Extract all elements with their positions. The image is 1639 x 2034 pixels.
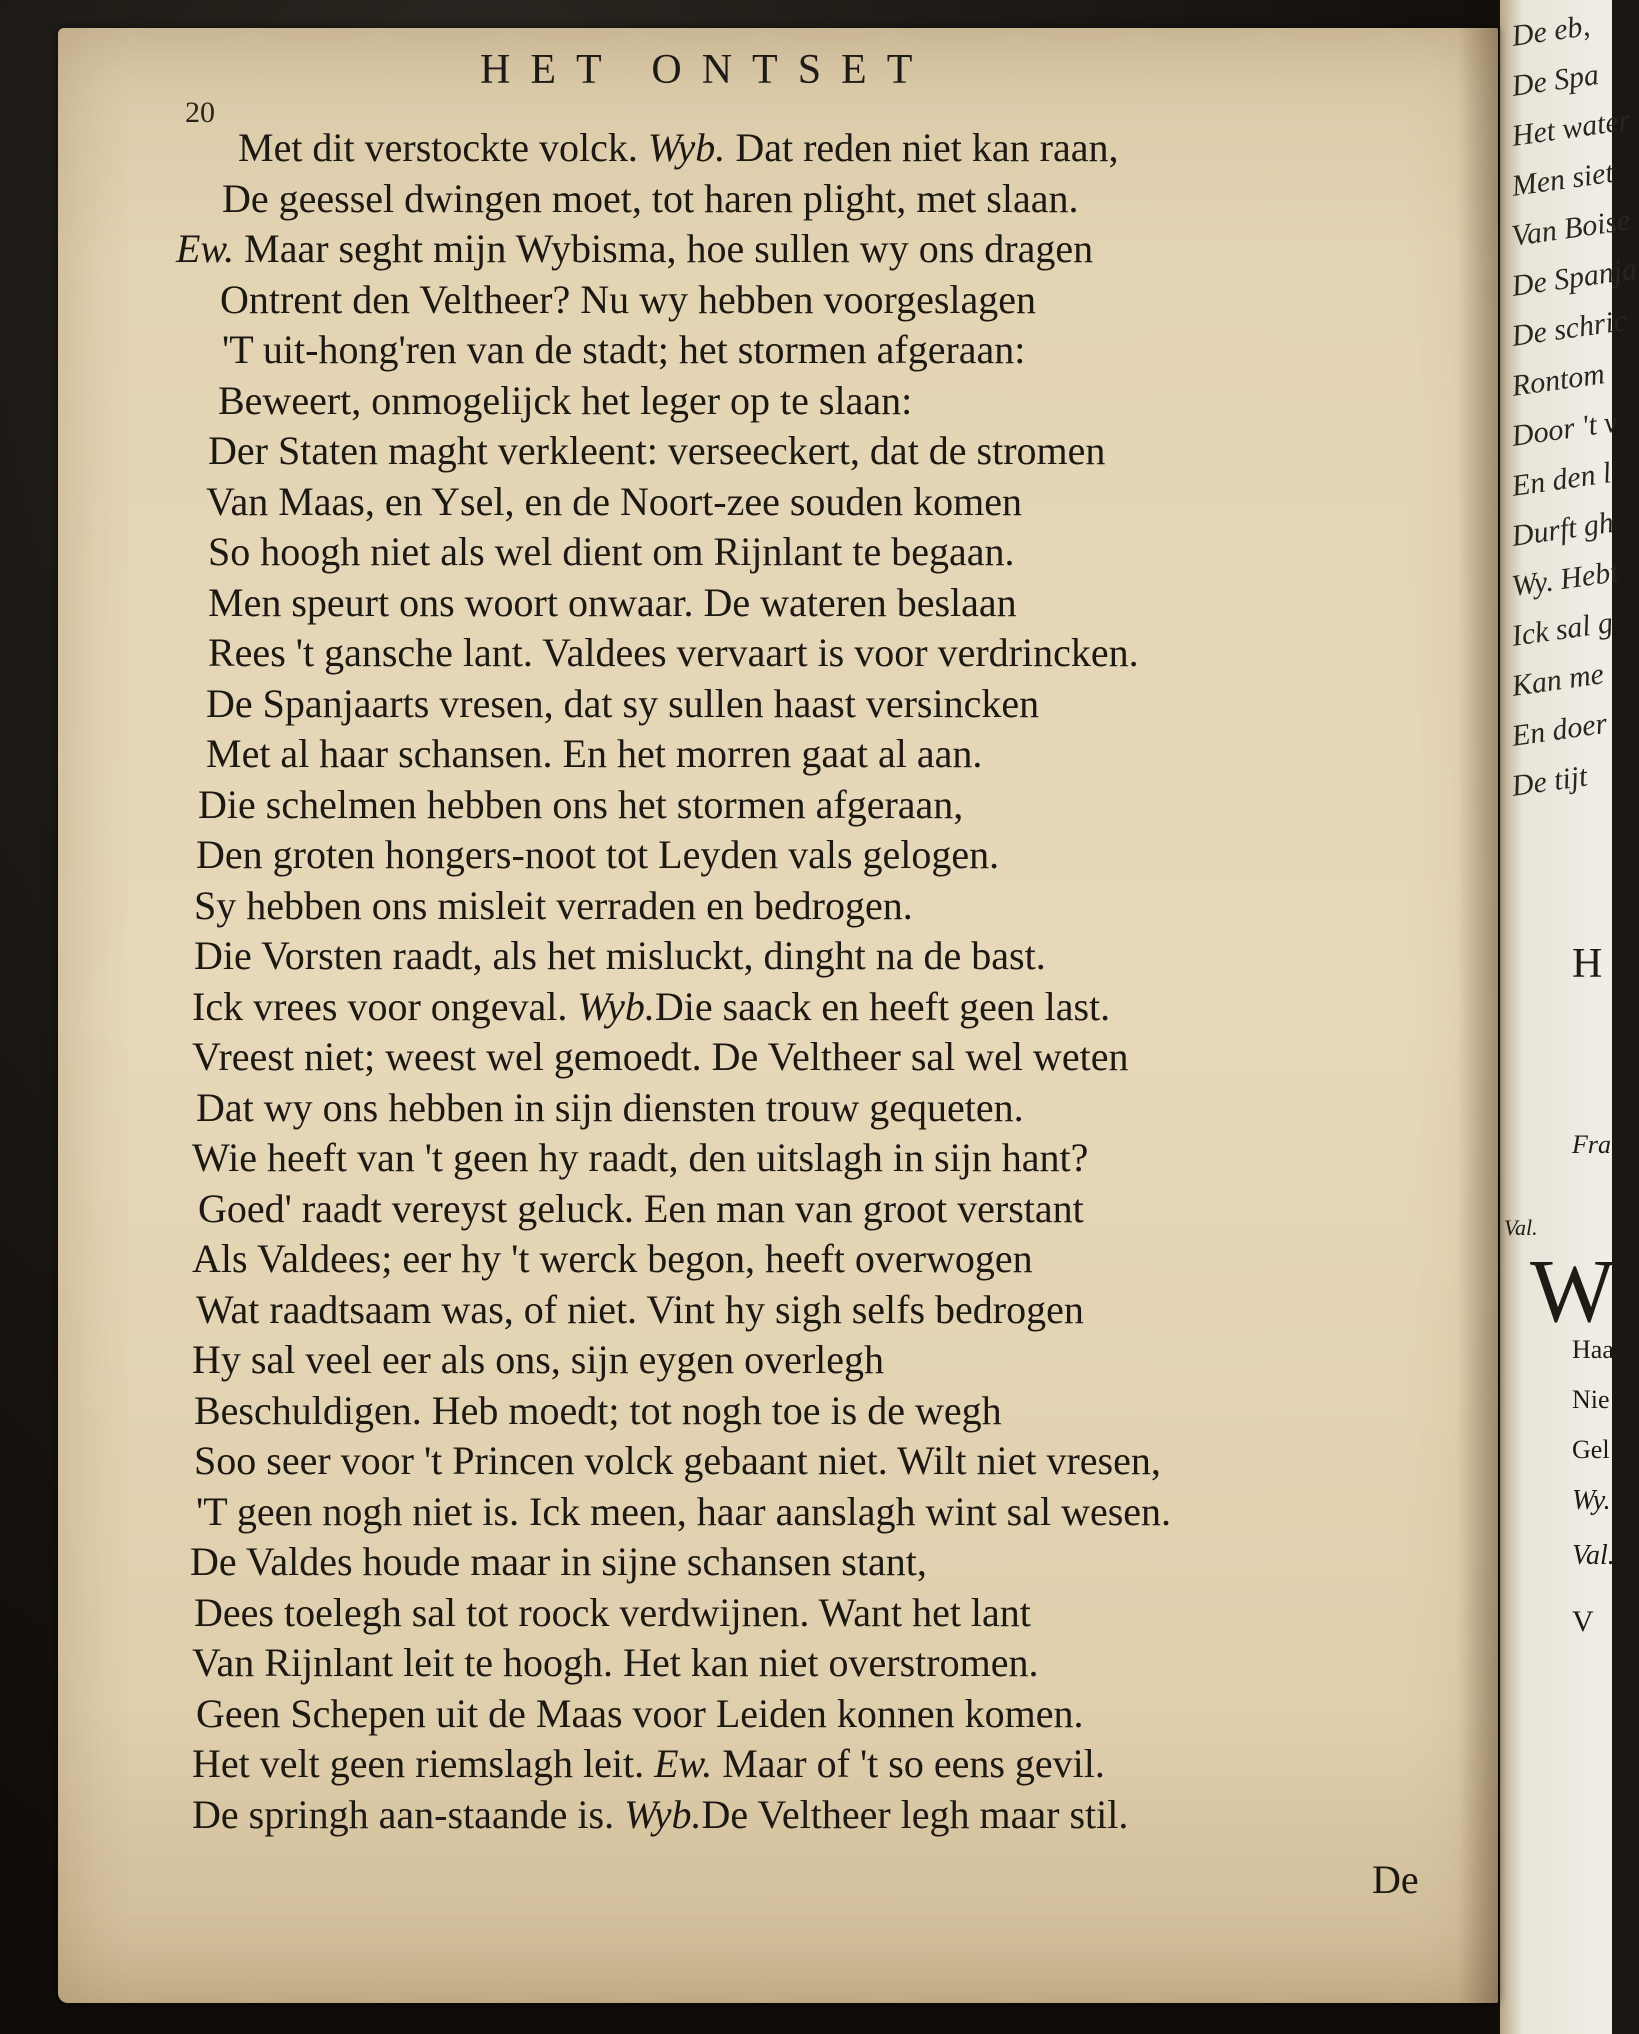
facing-page-fragment: Ick sal g [1509, 606, 1615, 653]
line-text: De Veltheer legh maar stil. [701, 1791, 1129, 1837]
line-text: Het velt geen riemslagh leit. [192, 1741, 655, 1786]
facing-page-fragment: Fra [1572, 1130, 1611, 1159]
facing-page-fragment: De eb, [1509, 9, 1592, 53]
line-text: Wie heeft van 't geen hy raadt, den uitslagh in sijn hant? [192, 1135, 1089, 1180]
facing-page-fragment: Kan me [1509, 657, 1606, 703]
facing-page-fragment: Door 't v [1509, 405, 1620, 453]
verse-line [196, 1488, 1172, 1534]
line-text: Dat reden niet kan raan, [725, 125, 1119, 170]
line-text: 'T uit-hong'ren van de stadt; het stormen afgeraan: [222, 327, 1026, 372]
facing-page-fragment: H [1572, 941, 1603, 987]
verse-line [206, 680, 1040, 726]
verse-line [198, 1185, 1084, 1231]
verse-line [192, 1640, 1039, 1685]
line-text: De springh aan-staande is. [192, 1791, 625, 1837]
facing-page-fragment: Rontom [1509, 357, 1607, 403]
verse-line [220, 276, 1037, 322]
line-text: Der Staten maght verkleent: verseeckert, dat de stromen [208, 428, 1106, 473]
line-text: Hy sal veel eer als ons, sijn eygen overlegh [192, 1337, 885, 1382]
verse-line [192, 1741, 1105, 1786]
verse-line [194, 1438, 1161, 1483]
verse-line [208, 630, 1139, 675]
line-text: Die saack en heeft geen last. [654, 983, 1111, 1029]
verse-line [192, 1337, 885, 1382]
verse-line [218, 377, 913, 423]
facing-page-fragment: V [1572, 1605, 1594, 1638]
line-text: Als Valdees; eer hy 't werck begon, heeft overwogen [192, 1236, 1033, 1281]
speaker-name: Wyb. [647, 125, 726, 170]
verse-line [208, 579, 1017, 625]
verse-line [196, 1690, 1084, 1736]
facing-page-fragment: Nie [1572, 1385, 1610, 1414]
facing-page-fragment: Val. [1504, 1215, 1538, 1240]
line-text: So hoogh niet als wel dient om Rijnlant te begaan. [208, 529, 1015, 574]
facing-page-fragment: Van Boise [1509, 203, 1633, 253]
line-text: Geen Schepen uit de Maas voor Leiden konnen komen. [196, 1690, 1084, 1736]
facing-page-fragment: W [1530, 1242, 1615, 1341]
verse-line [196, 832, 1000, 877]
verse-line [238, 125, 1119, 170]
verse-line [190, 1539, 927, 1584]
line-text: De Spanjaarts vresen, dat sy sullen haast versincken [206, 680, 1040, 726]
verse-line [206, 731, 983, 776]
verse-line [192, 1034, 1129, 1079]
facing-page [1500, 0, 1639, 2034]
verse-line [222, 327, 1026, 372]
facing-page-fragment: Men siet [1509, 155, 1616, 203]
verse-line [196, 1286, 1084, 1332]
facing-page-fragment: Haa [1572, 1335, 1614, 1364]
speaker-name: Ew. [654, 1741, 713, 1786]
verse-line [198, 781, 964, 827]
verse-line [196, 1084, 1024, 1130]
verse-line [206, 478, 1023, 524]
facing-page-fragment: Gel [1572, 1435, 1610, 1464]
facing-page-fragment: De tijt [1509, 759, 1590, 803]
line-text: De Valdes houde maar in sijne schansen stant, [190, 1539, 927, 1584]
verse-line [192, 1791, 1129, 1837]
facing-page-fragment: Val. [1572, 1540, 1615, 1571]
verse-line [194, 933, 1046, 978]
verse-line [194, 1589, 1031, 1635]
line-text: Soo seer voor 't Princen volck gebaant niet. Wilt niet vresen, [194, 1438, 1161, 1483]
verse-line [192, 1135, 1089, 1180]
line-text: Van Rijnlant leit te hoogh. Het kan niet overstromen. [192, 1640, 1039, 1685]
facing-page-fragment: De Spa [1509, 57, 1601, 103]
line-text: Den groten hongers-noot tot Leyden vals gelogen. [196, 832, 1000, 877]
verse-line [208, 428, 1106, 473]
speaker-name: Wyb. [624, 1791, 702, 1837]
line-text: Ick vrees voor ongeval. [192, 983, 578, 1029]
line-text: Van Maas, en Ysel, en de Noort-zee souden komen [206, 478, 1023, 524]
line-text: De geessel dwingen moet, tot haren plight, met slaan. [222, 175, 1079, 221]
line-text: Men speurt ons woort onwaar. De wateren beslaan [208, 579, 1017, 625]
line-text: Beweert, onmogelijck het leger op te slaan: [218, 377, 913, 423]
facing-page-fragment: En den l [1509, 456, 1614, 503]
catchword: De [1372, 1857, 1419, 1902]
line-text: Met al haar schansen. En het morren gaat al aan. [206, 731, 983, 776]
line-text: Beschuldigen. Heb moedt; tot nogh toe is de wegh [194, 1387, 1002, 1433]
running-head: HET ONTSET [480, 47, 933, 93]
facing-page-fragment: En doer [1509, 706, 1610, 753]
line-text: Dat wy ons hebben in sijn diensten trouw gequeten. [196, 1084, 1024, 1130]
speaker-name: Wyb. [577, 983, 655, 1029]
verse-line [208, 529, 1015, 574]
line-text: Dees toelegh sal tot roock verdwijnen. Want het lant [194, 1589, 1031, 1635]
line-text: Sy hebben ons misleit verraden en bedrogen. [194, 882, 913, 928]
speaker-name: Ew. [176, 226, 235, 271]
line-text: Vreest niet; weest wel gemoedt. De Veltheer sal wel weten [192, 1034, 1129, 1079]
line-text: Goed' raadt vereyst geluck. Een man van groot verstant [198, 1185, 1084, 1231]
verse-line [222, 175, 1079, 221]
line-text: Wat raadtsaam was, of niet. Vint hy sigh selfs bedrogen [196, 1286, 1084, 1332]
verse-line [192, 1236, 1033, 1281]
page-number: 20 [185, 96, 215, 129]
line-text: Ontrent den Veltheer? Nu wy hebben voorgeslagen [220, 276, 1037, 322]
verse-line [192, 983, 1111, 1029]
facing-page-fragment: Wy. Hebt [1509, 555, 1621, 603]
line-text: Rees 't gansche lant. Valdees vervaart is voor verdrincken. [208, 630, 1139, 675]
line-text: Maar seght mijn Wybisma, hoe sullen wy ons dragen [234, 226, 1094, 271]
line-text: Die Vorsten raadt, als het misluckt, dinght na de bast. [194, 933, 1046, 978]
verse-line [194, 1387, 1002, 1433]
verse-line [176, 226, 1094, 271]
line-text: 'T geen nogh niet is. Ick meen, haar aanslagh wint sal wesen. [196, 1488, 1172, 1534]
facing-page-fragment: Durft gh [1509, 505, 1616, 553]
line-text: Met dit verstockte volck. [238, 125, 648, 170]
line-text: Die schelmen hebben ons het stormen afgeraan, [198, 781, 964, 827]
verse-line [194, 882, 913, 928]
line-text: Maar of 't so eens gevil. [712, 1741, 1105, 1786]
facing-page-fragment: De Spanja [1509, 252, 1639, 303]
facing-page-fragment: Het water [1509, 103, 1633, 153]
facing-page-fragment: Wy. [1572, 1485, 1611, 1516]
facing-page-fragment: De schric [1509, 304, 1629, 353]
